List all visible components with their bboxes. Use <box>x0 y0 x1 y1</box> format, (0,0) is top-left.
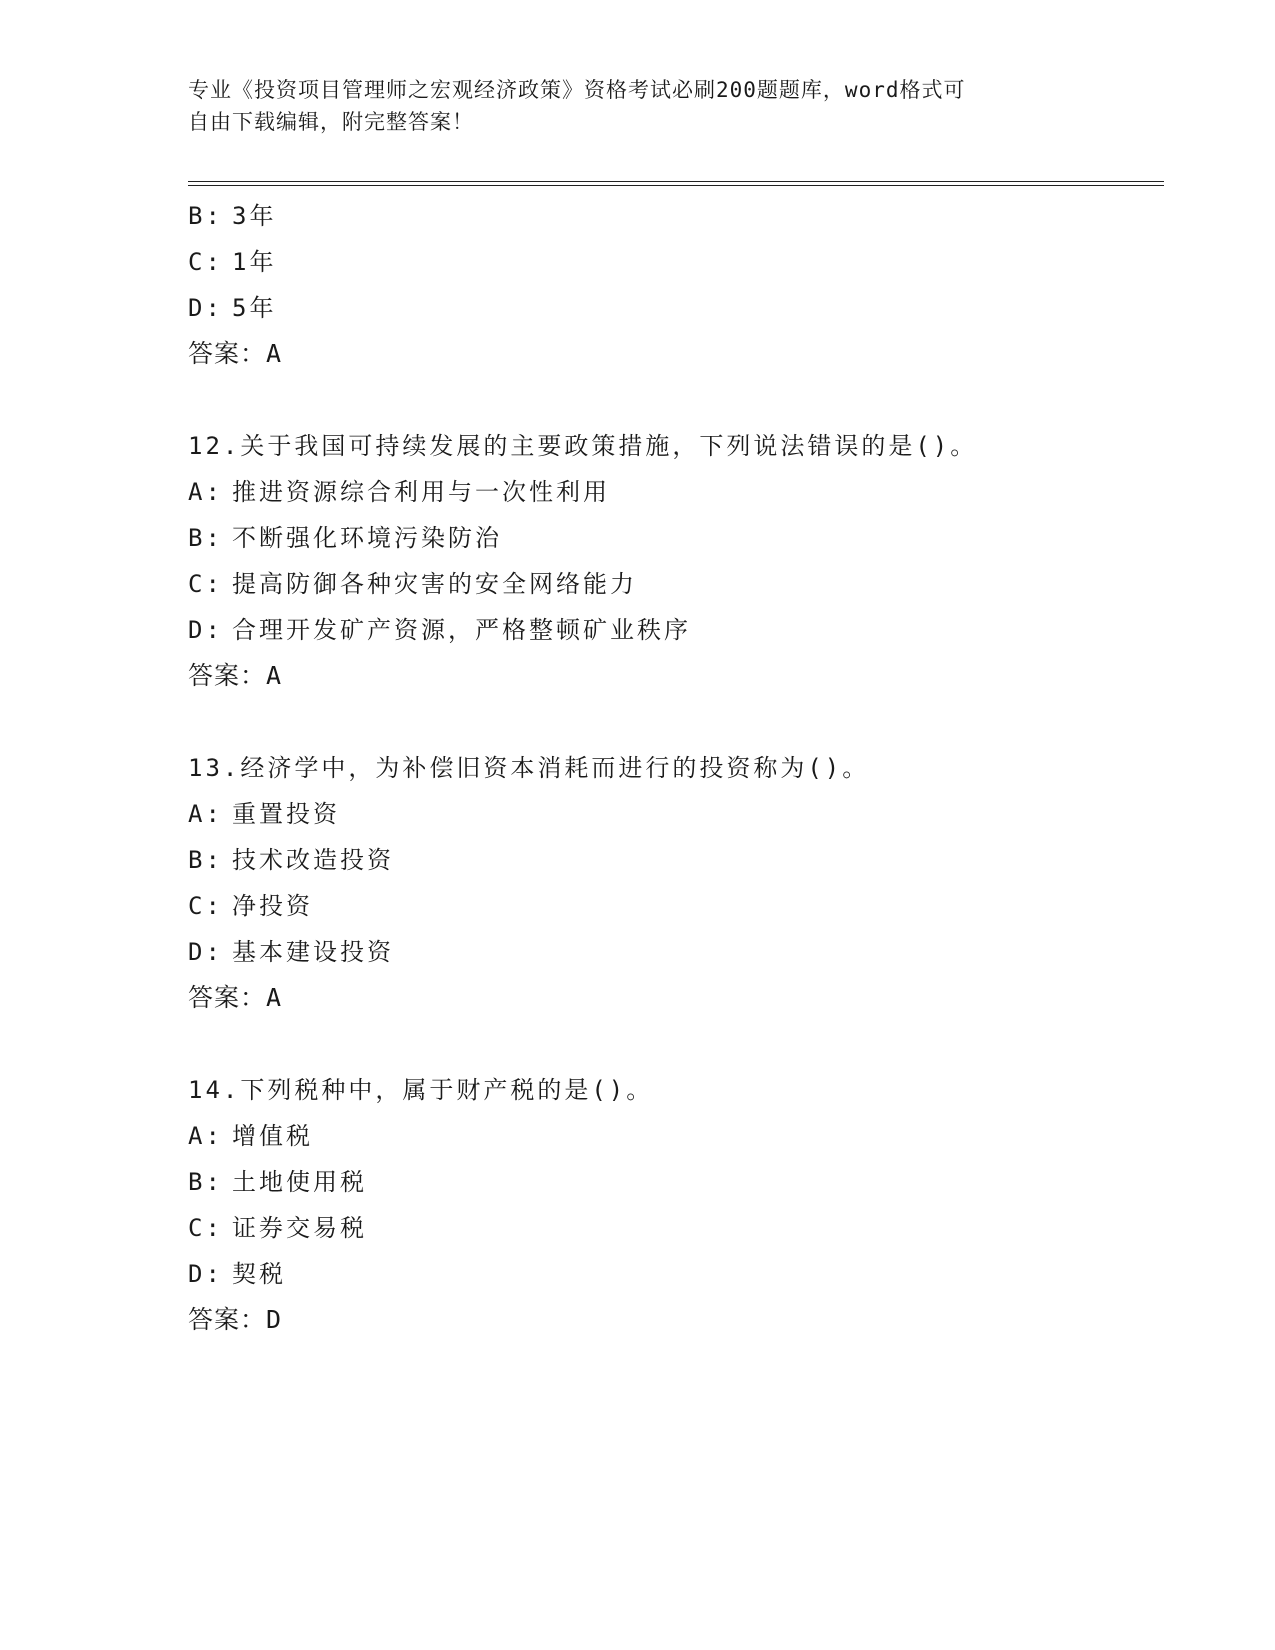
option-a <box>188 469 1164 515</box>
option-label: B: <box>188 524 223 552</box>
option-text: 证券交易税 <box>232 1214 367 1242</box>
answer: 答案：D <box>188 1305 283 1334</box>
option-text: 增值税 <box>232 1122 313 1150</box>
document-header <box>188 74 1088 138</box>
answer: 答案：A <box>188 339 283 368</box>
option-a <box>188 1113 1164 1159</box>
header-divider-bottom <box>188 185 1164 186</box>
option-label: D: <box>188 616 223 644</box>
option-label: C: <box>188 892 223 920</box>
header-title-line-1: 专业《投资项目管理师之宏观经济政策》资格考试必刷200题题库，word格式可 <box>188 78 966 102</box>
option-text: 5年 <box>232 294 277 322</box>
option-c <box>188 1205 1164 1251</box>
option-d <box>188 607 1164 653</box>
option-label: A: <box>188 800 223 828</box>
option-a <box>188 791 1164 837</box>
option-text: 土地使用税 <box>232 1168 367 1196</box>
option-label: A: <box>188 478 223 506</box>
option-b <box>188 515 1164 561</box>
option-text: 提高防御各种灾害的安全网络能力 <box>232 570 637 598</box>
option-c <box>188 561 1164 607</box>
option-label: D: <box>188 938 223 966</box>
answer: 答案：A <box>188 983 283 1012</box>
option-label: A: <box>188 1122 223 1150</box>
option-text: 重置投资 <box>232 800 340 828</box>
option-label: B: <box>188 846 223 874</box>
answer: 答案：A <box>188 661 283 690</box>
option-text: 技术改造投资 <box>232 846 394 874</box>
option-label: B: <box>188 202 223 230</box>
option-label: D: <box>188 1260 223 1288</box>
option-text: 净投资 <box>232 892 313 920</box>
option-d <box>188 929 1164 975</box>
question-stem: 12.关于我国可持续发展的主要政策措施，下列说法错误的是()。 <box>188 432 978 460</box>
option-text: 合理开发矿产资源，严格整顿矿业秩序 <box>232 616 691 644</box>
option-c <box>188 239 1164 285</box>
question-stem: 13.经济学中，为补偿旧资本消耗而进行的投资称为()。 <box>188 754 870 782</box>
option-text: 3年 <box>232 202 277 230</box>
option-label: C: <box>188 570 223 598</box>
option-text: 契税 <box>232 1260 286 1288</box>
question-11-continued <box>188 193 1164 377</box>
option-label: B: <box>188 1168 223 1196</box>
question-stem: 14.下列税种中，属于财产税的是()。 <box>188 1076 654 1104</box>
option-label: D: <box>188 294 223 322</box>
option-label: C: <box>188 248 223 276</box>
option-text: 基本建设投资 <box>232 938 394 966</box>
option-text: 推进资源综合利用与一次性利用 <box>232 478 610 506</box>
option-d <box>188 285 1164 331</box>
question-14 <box>188 1067 1164 1343</box>
option-b <box>188 1159 1164 1205</box>
question-13 <box>188 745 1164 1021</box>
header-title-line-2: 自由下载编辑，附完整答案！ <box>188 110 474 134</box>
option-d <box>188 1251 1164 1297</box>
option-b <box>188 193 1164 239</box>
question-12 <box>188 423 1164 699</box>
header-divider-top <box>188 181 1164 182</box>
question-list <box>188 193 1164 1343</box>
option-c <box>188 883 1164 929</box>
option-b <box>188 837 1164 883</box>
option-text: 1年 <box>232 248 277 276</box>
option-label: C: <box>188 1214 223 1242</box>
option-text: 不断强化环境污染防治 <box>232 524 502 552</box>
